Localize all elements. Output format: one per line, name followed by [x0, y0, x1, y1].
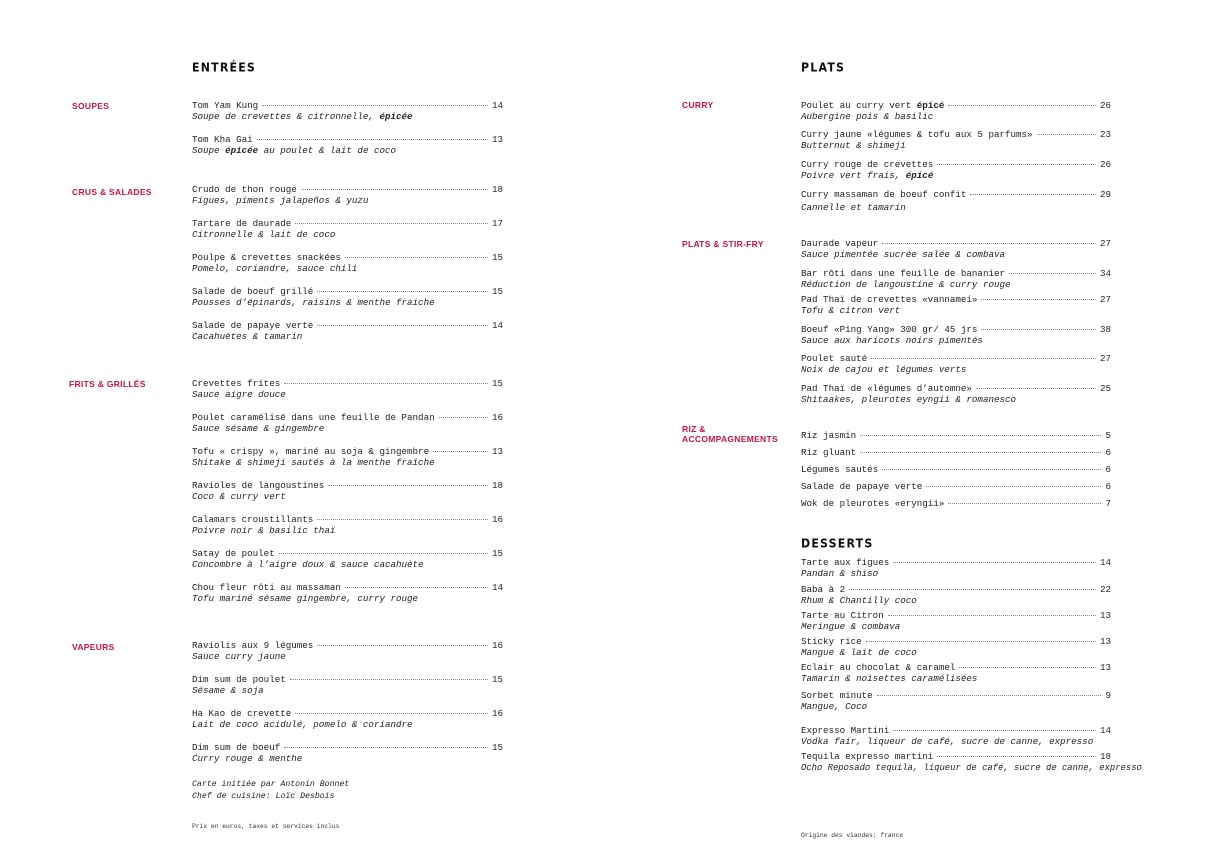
menu-item	[192, 447, 503, 471]
item-price: 18	[491, 184, 503, 195]
menu-item	[192, 287, 503, 311]
item-name: Légumes sautés	[801, 464, 879, 475]
item-price: 15	[491, 378, 503, 389]
item-desc: Sauce aigre douce	[192, 388, 286, 400]
item-desc: Ocho Reposado tequila, liqueur de café, sucre de canne, expresso	[801, 762, 1142, 773]
item-name: Chou fleur rôti au massaman	[192, 582, 341, 593]
item-price: 29	[1099, 189, 1111, 200]
item-price: 6	[1105, 447, 1111, 458]
item-price: 15	[491, 674, 503, 685]
item-desc: Mangue & lait de coco	[801, 646, 917, 658]
item-name: Riz jasmin	[801, 430, 857, 441]
item-name: Satay de poulet	[192, 548, 275, 559]
item-name: Riz gluant	[801, 447, 857, 458]
item-desc: Sauce aux haricots noirs pimentés	[801, 334, 983, 346]
entrees-heading: ENTRÉES	[192, 60, 257, 75]
item-name: Tofu « crispy », mariné au soja & gingembre	[192, 446, 430, 457]
item-name: Boeuf «Ping Yang» 300 gr/ 45 jrs	[801, 324, 978, 335]
item-name: Pad Thaï de crevettes «vannamei»	[801, 294, 978, 305]
cocktail-item	[801, 726, 1111, 750]
item-price: 18	[491, 480, 503, 491]
item-name: Curry jaune «légumes & tofu aux 5 parfums»	[801, 129, 1033, 140]
item-desc: Cacahuètes & tamarin	[192, 330, 303, 342]
menu-item	[801, 130, 1111, 154]
item-desc: Réduction de langoustine & curry rouge	[801, 278, 1011, 290]
item-price: 27	[1099, 353, 1111, 364]
item-price: 16	[491, 412, 503, 423]
item-price: 14	[1099, 725, 1111, 736]
menu-item	[801, 585, 1111, 609]
menu-item	[801, 691, 1111, 715]
item-name: Pad Thaï de «légumes d’automne»	[801, 383, 972, 394]
item-name: Eclair au chocolat & caramel	[801, 662, 956, 673]
item-name: Crudo de thon rouge	[192, 184, 297, 195]
menu-item	[192, 549, 503, 573]
item-desc: Pomelo, coriandre, sauce chili	[192, 262, 358, 274]
item-price: 5	[1105, 430, 1111, 441]
item-desc: Lait de coco acidulé, pomelo & coriandre	[192, 718, 413, 730]
menu-item	[192, 379, 503, 403]
menu-item	[801, 663, 1111, 687]
item-price: 15	[491, 286, 503, 297]
item-desc: Cannelle et tamarin	[801, 201, 906, 213]
item-name: Wok de pleurotes «eryngii»	[801, 498, 945, 509]
item-name: Baba à 2	[801, 584, 846, 595]
item-desc: Noix de cajou et légumes verts	[801, 363, 967, 375]
item-price: 14	[1099, 557, 1111, 568]
item-name: Dim sum de boeuf	[192, 742, 281, 753]
menu-item	[192, 481, 503, 505]
menu-item	[192, 709, 503, 733]
item-name: Tarte au Citron	[801, 610, 884, 621]
menu-item	[801, 482, 1111, 494]
category-crus-salades: CRUS & SALADES	[72, 187, 152, 197]
credit-line: Carte initiée par Antonin Bonnet	[192, 780, 350, 789]
item-desc: Vodka fair, liqueur de café, sucre de canne, expresso	[801, 735, 1094, 747]
menu-item	[801, 499, 1111, 511]
item-name: Salade de papaye verte	[192, 320, 314, 331]
category-plats-stir-fry: PLATS & STIR-FRY	[682, 239, 764, 249]
item-price: 34	[1099, 268, 1111, 279]
item-desc: Poivre vert frais, épicé	[801, 169, 934, 181]
menu-item	[801, 101, 1111, 125]
menu-item	[801, 354, 1111, 378]
item-name: Poulet sauté	[801, 353, 868, 364]
item-desc: Butternut & shimeji	[801, 139, 906, 151]
menu-item	[801, 269, 1111, 293]
item-desc: Figues, piments jalapeños & yuzu	[192, 194, 369, 206]
item-desc: Soupe de crevettes & citronnelle, épicée	[192, 110, 413, 122]
menu-item	[192, 253, 503, 277]
menu-item	[801, 295, 1111, 319]
item-price: 13	[1099, 636, 1111, 647]
item-desc: Pousses d’épinards, raisins & menthe fraiche	[192, 296, 435, 308]
item-name: Tom Kha Gai	[192, 134, 253, 145]
item-desc: Curry rouge & menthe	[192, 752, 303, 764]
meat-origin-footnote: Origine des viandes: france	[801, 832, 904, 839]
menu-item	[192, 135, 503, 159]
item-desc: Tofu mariné sésame gingembre, curry rouge	[192, 592, 419, 604]
item-price: 13	[491, 446, 503, 457]
item-name: Tartare de daurade	[192, 218, 292, 229]
item-price: 13	[491, 134, 503, 145]
item-name: Poulpe & crevettes snackées	[192, 252, 341, 263]
item-price: 27	[1099, 294, 1111, 305]
item-desc: Tofu & citron vert	[801, 304, 901, 316]
item-name: Tequila expresso martini	[801, 751, 934, 762]
menu-item	[192, 219, 503, 243]
menu-item	[801, 160, 1111, 184]
item-name: Ravioles de langoustines	[192, 480, 325, 491]
item-desc: Citronnelle & lait de coco	[192, 228, 336, 240]
menu-item	[192, 185, 503, 209]
menu-item	[192, 743, 503, 767]
item-name: Expresso Martini	[801, 725, 890, 736]
item-name: Curry rouge de crevettes	[801, 159, 934, 170]
item-desc: Rhum & Chantilly coco	[801, 594, 917, 606]
item-price: 15	[491, 252, 503, 263]
plats-heading: PLATS	[801, 60, 846, 75]
item-price: 7	[1105, 498, 1111, 509]
category-curry: CURRY	[682, 100, 714, 110]
menu-item	[192, 583, 503, 607]
menu-item	[801, 637, 1111, 661]
item-desc: Sauce sésame & gingembre	[192, 422, 325, 434]
menu-item	[801, 190, 1111, 214]
item-desc: Tamarin & noisettes caramélisées	[801, 672, 978, 684]
item-price: 17	[491, 218, 503, 229]
item-price: 26	[1099, 100, 1111, 111]
item-name: Crevettes frites	[192, 378, 281, 389]
item-name: Bar rôti dans une feuille de bananier	[801, 268, 1005, 279]
desserts-heading: DESSERTS	[801, 536, 874, 551]
item-name: Daurade vapeur	[801, 238, 879, 249]
item-name: Poulet au curry vert épicé	[801, 100, 945, 111]
item-desc: Soupe épicée au poulet & lait de coco	[192, 144, 397, 156]
item-desc: Pandan & shiso	[801, 567, 879, 579]
item-price: 18	[1099, 751, 1111, 762]
item-desc: Sauce pimentée sucrée salée & combava	[801, 248, 1005, 260]
item-name: Tom Yam Kung	[192, 100, 259, 111]
credit-line: Chef de cuisine: Loïc Desbois	[192, 792, 335, 801]
menu-item	[192, 675, 503, 699]
menu-item	[801, 239, 1111, 263]
item-price: 25	[1099, 383, 1111, 394]
menu-item	[192, 515, 503, 539]
item-price: 23	[1099, 129, 1111, 140]
item-name: Dim sum de poulet	[192, 674, 286, 685]
item-desc: Shitaakes, pleurotes eyngii & romanesco	[801, 393, 1017, 405]
item-name: Sticky rice	[801, 636, 862, 647]
menu-item	[801, 431, 1111, 443]
menu-item	[801, 558, 1111, 582]
item-price: 14	[491, 320, 503, 331]
price-footnote: Prix en euros, taxes et services inclus	[192, 823, 340, 830]
item-desc: Concombre à l’aigre doux & sauce cacahuète	[192, 558, 424, 570]
menu-item	[192, 641, 503, 665]
item-desc: Shitake & shimeji sautés à la menthe fraîche	[192, 456, 435, 468]
item-price: 15	[491, 742, 503, 753]
item-price: 16	[491, 708, 503, 719]
item-price: 38	[1099, 324, 1111, 335]
item-price: 16	[491, 514, 503, 525]
item-name: Tarte aux figues	[801, 557, 890, 568]
item-name: Sorbet minute	[801, 690, 873, 701]
item-price: 13	[1099, 610, 1111, 621]
menu-item	[801, 465, 1111, 477]
item-price: 22	[1099, 584, 1111, 595]
item-price: 26	[1099, 159, 1111, 170]
menu-item	[192, 101, 503, 125]
item-name: Calamars croustillants	[192, 514, 314, 525]
item-price: 13	[1099, 662, 1111, 673]
menu-item	[192, 321, 503, 345]
item-desc: Sauce curry jaune	[192, 650, 286, 662]
menu-item	[801, 325, 1111, 349]
item-price: 14	[491, 582, 503, 593]
menu-item	[801, 384, 1111, 408]
item-price: 16	[491, 640, 503, 651]
item-desc: Poivre noir & basilic thaï	[192, 524, 336, 536]
category-frits-grilles: FRITS & GRILLÉS	[69, 379, 146, 389]
category-riz-accompagnements: RIZ & ACCOMPAGNEMENTS	[682, 424, 778, 444]
item-price: 6	[1105, 464, 1111, 475]
menu-item	[801, 611, 1111, 635]
item-price: 27	[1099, 238, 1111, 249]
item-name: Salade de boeuf grillé	[192, 286, 314, 297]
menu-item	[801, 448, 1111, 460]
item-desc: Mangue, Coco	[801, 700, 868, 712]
item-desc: Sésame & soja	[192, 684, 264, 696]
cocktail-item	[801, 751, 1142, 776]
menu-item	[192, 413, 503, 437]
item-desc: Coco & curry vert	[192, 490, 286, 502]
item-price: 15	[491, 548, 503, 559]
item-name: Raviolis aux 9 légumes	[192, 640, 314, 651]
item-desc: Meringue & combava	[801, 620, 901, 632]
category-vapeurs: VAPEURS	[72, 642, 115, 652]
item-price: 14	[491, 100, 503, 111]
category-soupes: SOUPES	[72, 101, 110, 111]
item-name: Ha Kao de crevette	[192, 708, 292, 719]
item-name: Curry massaman de boeuf confit	[801, 189, 967, 200]
item-price: 9	[1105, 690, 1111, 701]
item-name: Poulet caramélisé dans une feuille de Pandan	[192, 412, 435, 423]
item-desc: Aubergine pois & basilic	[801, 110, 934, 122]
item-price: 6	[1105, 481, 1111, 492]
item-name: Salade de papaye verte	[801, 481, 923, 492]
